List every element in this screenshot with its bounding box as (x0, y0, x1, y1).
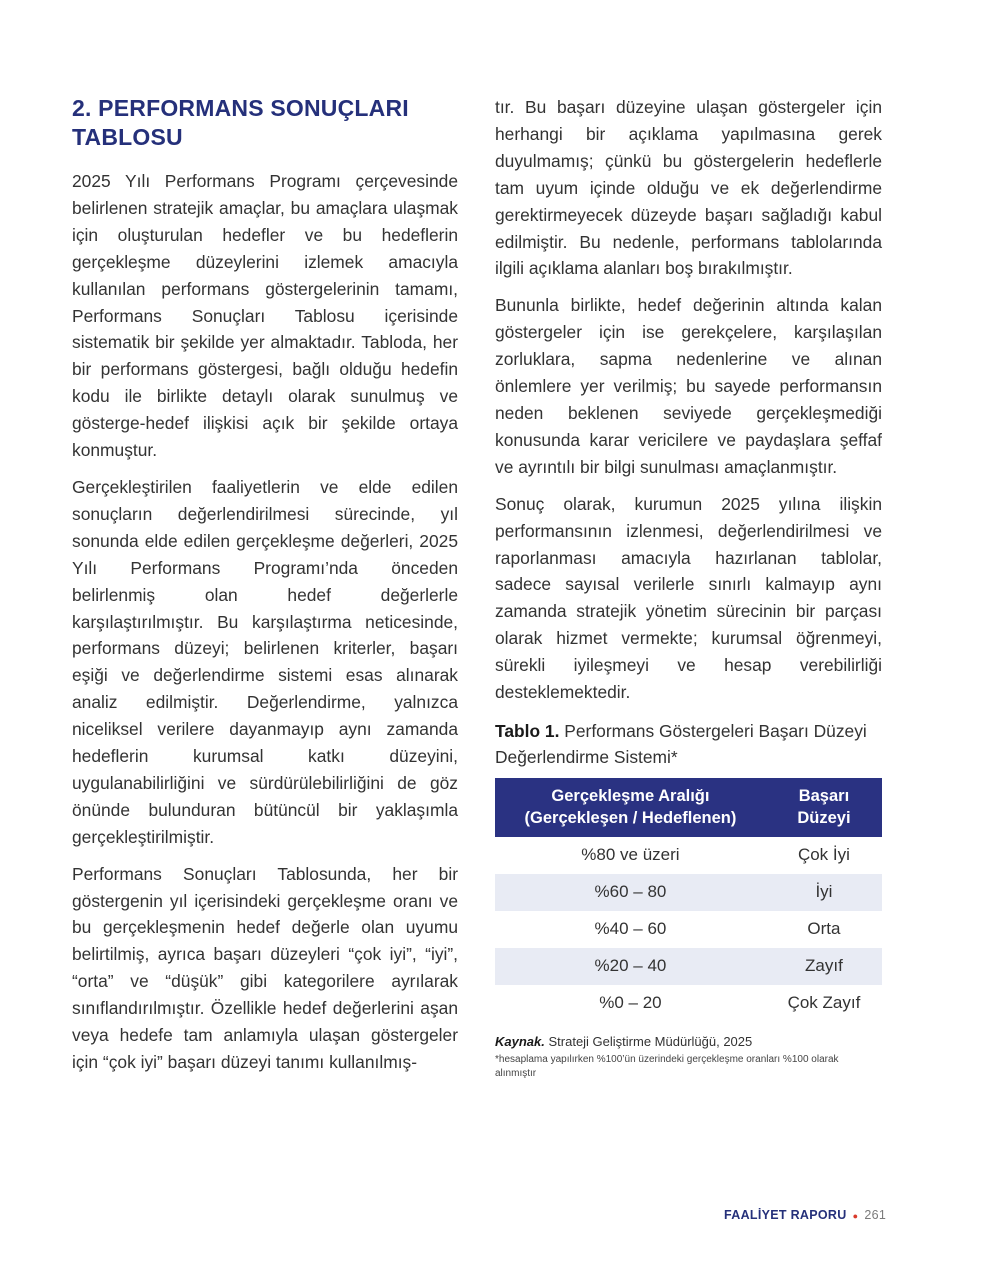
left-paragraph-1: 2025 Yılı Performans Programı çerçevesinde belirlenen stratejik amaçlar, bu amaçlara ulaşmak için oluşturulan hedefler ve bu hedeflerin gerçekleşme düzeylerini izlemek amacıyla kullanılan performans göstergelerinin tamamı, Performans Sonuçları Tablosu içerisinde sistematik bir şekilde yer almaktadır. Tabloda, her bir performans göstergesi, bağlı olduğu hedefin kodu ile birlikte detaylı olarak sunulmuş ve gösterge-hedef ilişkisi açık bir şekilde ortaya konmuştur. (72, 171, 458, 461)
right-column (495, 94, 882, 1081)
level-cell: Orta (807, 919, 841, 939)
level-cell: Çok İyi (797, 845, 850, 865)
heading-line-2: TABLOSU (72, 124, 183, 150)
table-row (495, 874, 882, 911)
level-cell: Zayıf (766, 948, 882, 985)
source-label: Kaynak. (495, 1033, 545, 1049)
left-column (72, 94, 458, 1086)
left-paragraph-3: Performans Sonuçları Tablosunda, her bir göstergenin yıl içerisindeki gerçekleşme oranı ve bu gerçekleşmenin hedef değerle olan uyumu belirtilmiş, ayrıca başarı düzeyleri “çok iyi”, “iyi”, “orta” ve “düşük” gibi kategorilere ayrılarak sınıflandırılmıştır. Özellikle hedef değerlerini aşan veya hedefe tam anlamıyla ulaşan göstergeler için “çok iyi” başarı düzeyi tanımı kullanılmış- (72, 863, 458, 1072)
header-level (766, 778, 882, 837)
header-range-line-1: Gerçekleşme Aralığı (551, 786, 710, 805)
table-caption (495, 718, 882, 770)
header-level-line-1: Başarı (798, 786, 850, 805)
table-footnote: *hesaplama yapılırken %100’ün üzerindeki gerçekleşme oranları %100 olarak alınmıştır (495, 1053, 839, 1079)
page-footer (724, 1208, 886, 1222)
table-caption-text: Performans Göstergeleri Başarı Düzeyi Değerlendirme Sistemi* (495, 720, 867, 767)
header-range-line-2: (Gerçekleşen / Hedeflenen) (524, 808, 737, 827)
table-header-row (495, 778, 882, 837)
right-paragraph-1: tır. Bu başarı düzeyine ulaşan göstergeler için herhangi bir açıklama yapılmasına gerek duyulmamış; çünkü bu göstergelerin hedeflerle tam uyum içinde olduğu ve ek değerlendirme gerektirmeyecek düzeyde başarı sağladığı kabul edilmiştir. Bu nedenle, performans tablolarında ilgili açıklama alanları boş bırakılmıştır. (495, 97, 882, 279)
left-paragraph-2: Gerçekleştirilen faaliyetlerin ve elde edilen sonuçların değerlendirilmesi sürecinde, yıl sonunda elde edilen gerçekleşme değerleri, 2025 Yılı Performans Programı’nda önceden belirlenmiş olan hedef değerlerle karşılaştırılmıştır. Bu karşılaştırma neticesinde, performans düzeyi; belirlenen kriterler, başarı eşiği ve değerlendirme sistemi esas alınarak analiz edilmiştir. Değerlendirme, yalnızca niceliksel verilere dayanmayıp aynı zamanda hedeflerin kurumsal katkı düzeyini, uygulanabilirliğini ve sürdürülebilirliğini de göz önünde bulunduran bütüncül bir yaklaşımla gerçekleştirilmiştir. (72, 476, 458, 847)
table-caption-label: Tablo 1. (495, 720, 560, 741)
header-level-line-2: Düzeyi (797, 808, 851, 827)
footer-label: FAALİYET RAPORU (724, 1208, 847, 1222)
page-number: 261 (864, 1208, 887, 1222)
range-cell: %80 ve üzeri (581, 845, 680, 865)
range-cell: %0 – 20 (599, 993, 662, 1013)
range-cell: %40 – 60 (594, 919, 667, 939)
table-row (495, 985, 882, 1022)
section-heading (72, 94, 458, 152)
table-source (495, 1034, 882, 1049)
range-cell: %20 – 40 (495, 948, 766, 985)
level-cell: İyi (766, 874, 882, 911)
table-row (495, 911, 882, 948)
range-cell: %60 – 80 (495, 874, 766, 911)
heading-line-1: 2. PERFORMANS SONUÇLARI (72, 95, 409, 121)
success-level-table (495, 778, 882, 1022)
source-text: Strateji Geliştirme Müdürlüğü, 2025 (544, 1033, 753, 1049)
level-cell: Çok Zayıf (787, 993, 861, 1013)
right-paragraph-2: Bununla birlikte, hedef değerinin altında kalan göstergeler için ise gerekçelere, karşılaşılan zorluklara, sapma nedenlerine ve alınan önlemlere yer verilmiş; bu sayede performansın neden beklenen seviyede gerçekleşmediği konusunda karar vericilere ve paydaşlara şeffaf ve ayrıntılı bir bilgi sunulması amaçlanmıştır. (495, 295, 882, 477)
footer-dot-icon: ● (852, 1211, 859, 1221)
table-row (495, 948, 882, 985)
table-row (495, 837, 882, 874)
header-range (495, 778, 766, 837)
right-paragraph-3: Sonuç olarak, kurumun 2025 yılına ilişkin performansının izlenmesi, değerlendirilmesi ve raporlanması amacıyla hazırlanan tablolar, sadece sayısal verilerle sınırlı kalmayıp aynı zamanda stratejik yönetim sürecinin bir parçası olarak hizmet vermekte; kurumsal öğrenmeyi, sürekli iyileşmeyi ve hesap verebilirliği desteklemektedir. (495, 493, 882, 703)
